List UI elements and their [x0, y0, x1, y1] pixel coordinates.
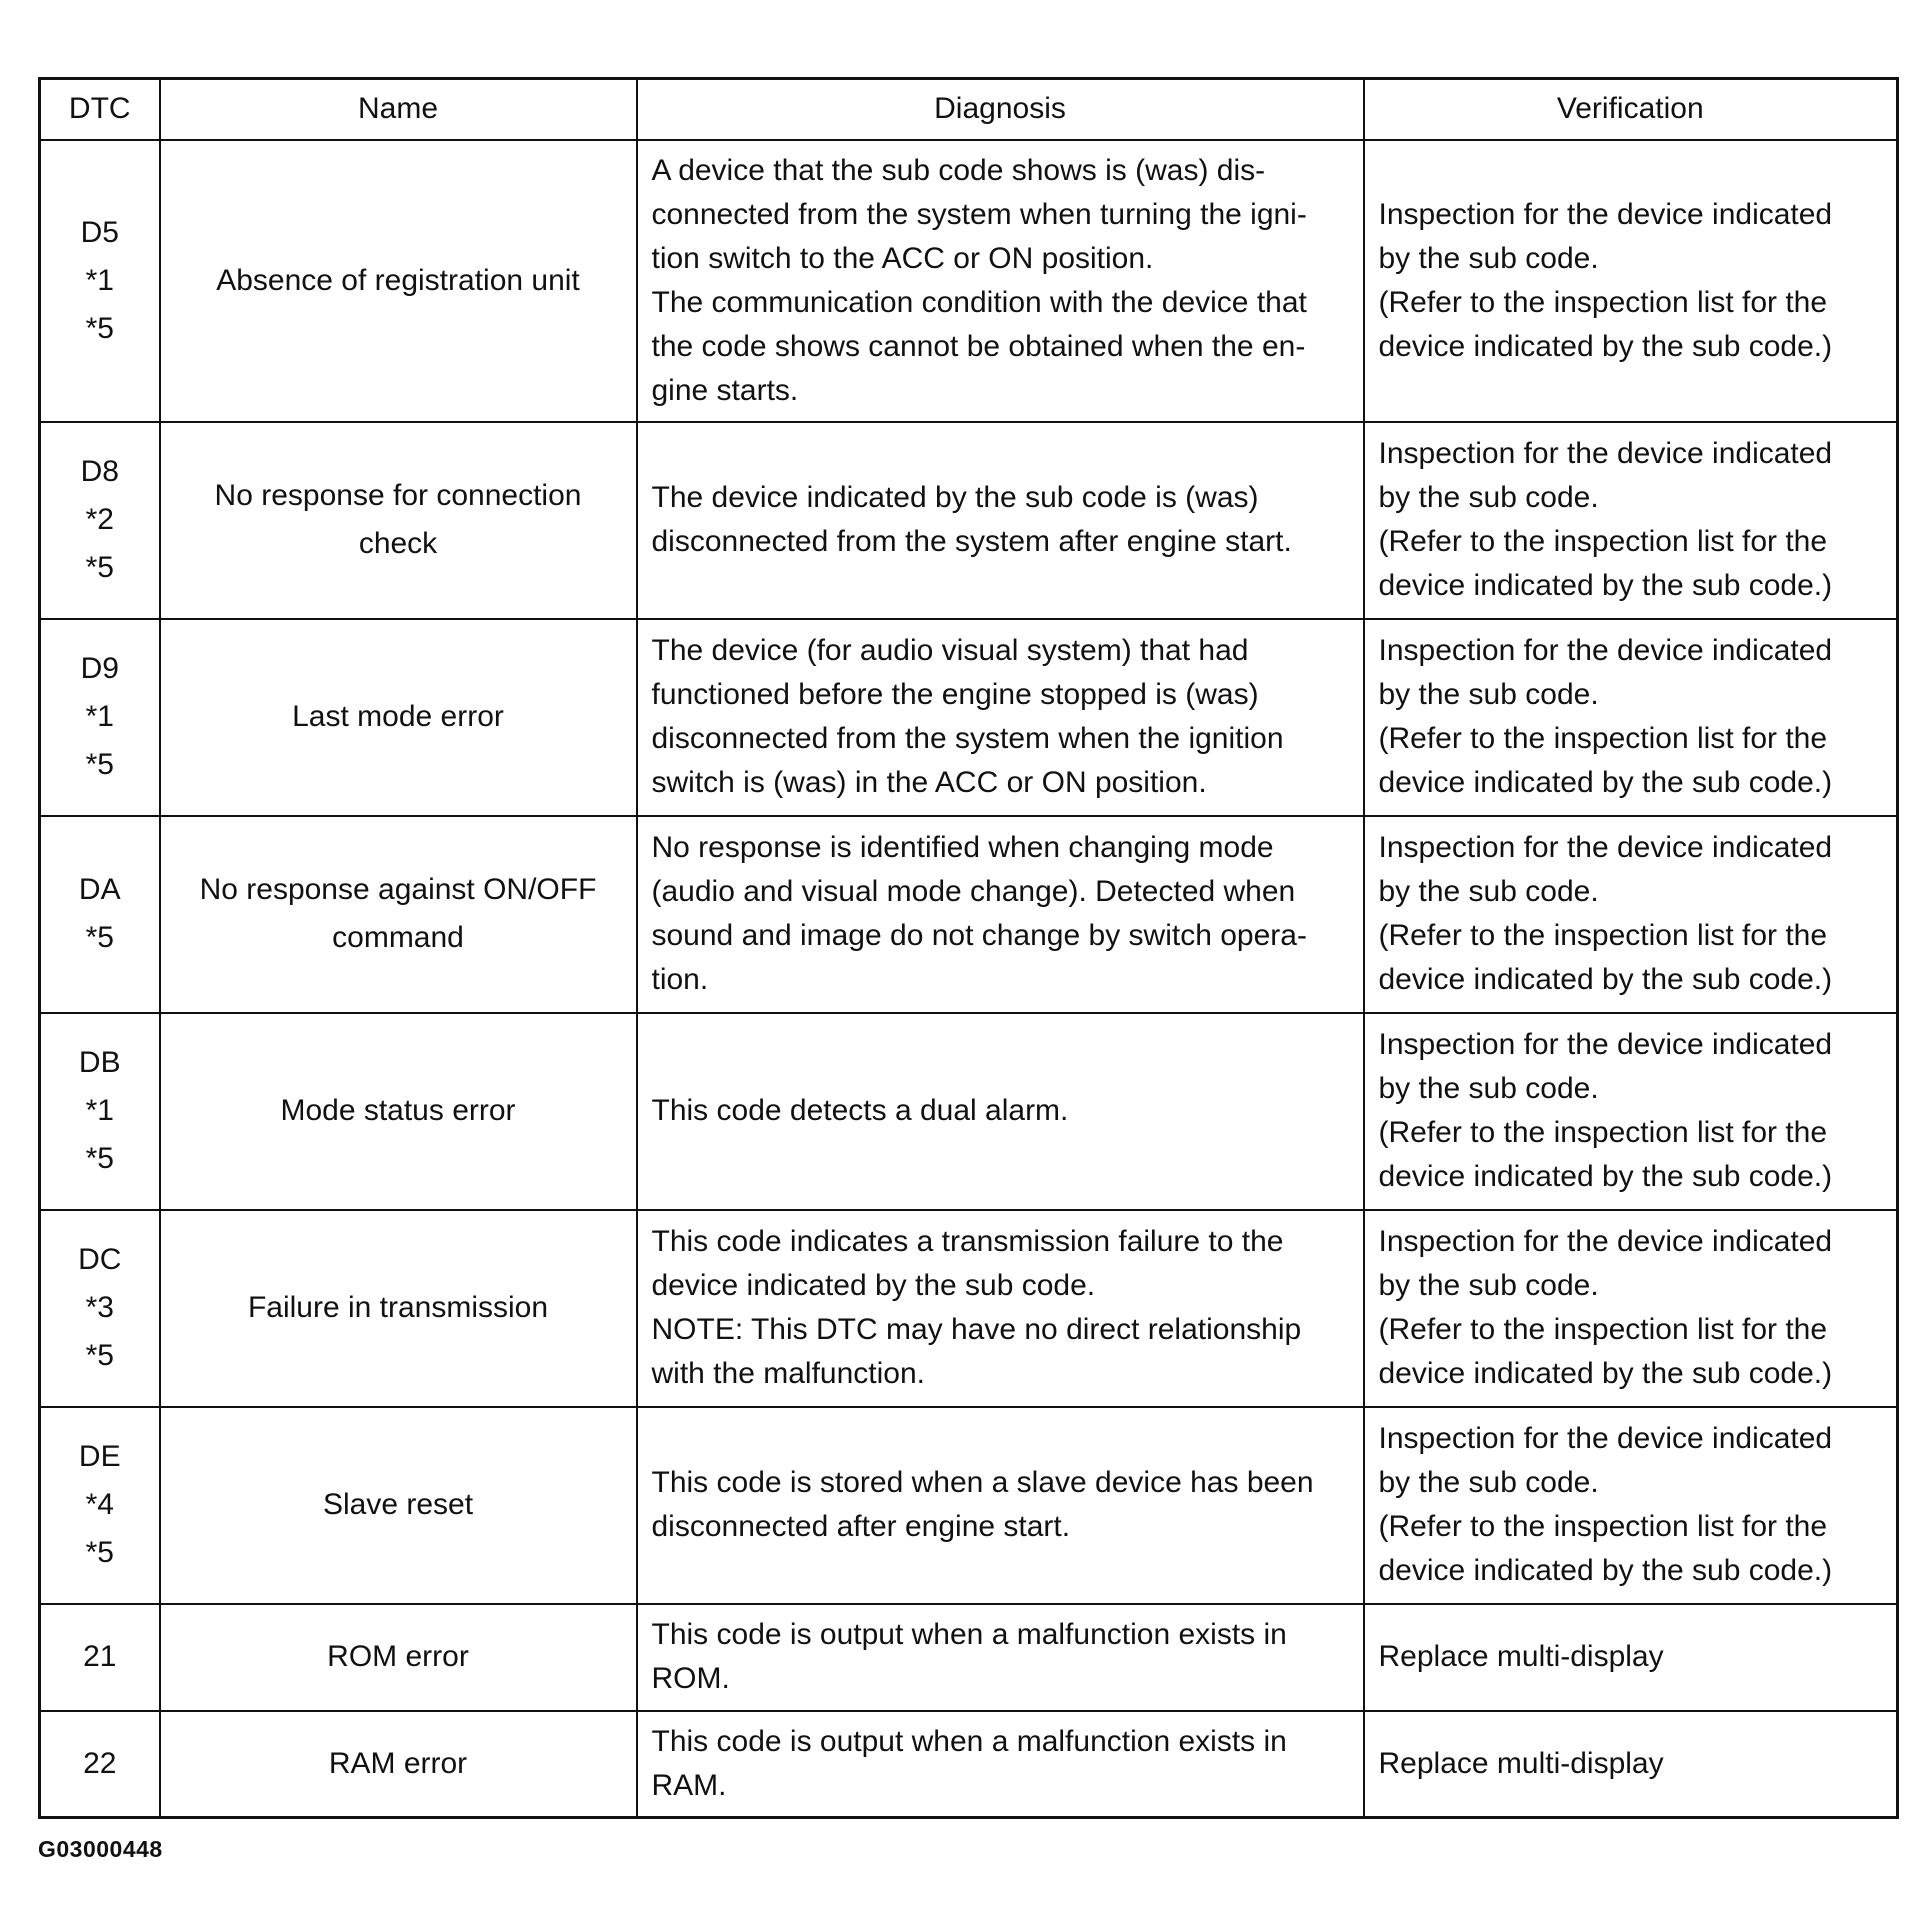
verification-cell-line: (Refer to the inspection list for the: [1378, 285, 1828, 319]
diagnosis-cell-line: the code shows cannot be obtained when the en-: [651, 329, 1306, 363]
dtc-cell: [40, 140, 160, 422]
verification-cell-line: device indicated by the sub code.): [1378, 1554, 1833, 1587]
dtc-cell-line: *5: [85, 1142, 114, 1175]
verification-cell-line: (Refer to the inspection list for the: [1378, 525, 1828, 558]
name-cell-line: Absence of registration unit: [216, 263, 580, 297]
table-row: [40, 816, 1898, 1013]
header-verification: Verification: [1364, 79, 1898, 140]
verification-cell-line: by the sub code.: [1378, 1269, 1599, 1302]
dtc-cell-line: *3: [85, 1291, 114, 1324]
header-diagnosis: Diagnosis: [637, 79, 1364, 140]
verification-cell-line: Inspection for the device indicated: [1378, 1028, 1833, 1061]
diagnosis-cell-line: tion.: [651, 963, 709, 996]
dtc-cell-line: DB: [78, 1046, 121, 1079]
diagnosis-cell-line: NOTE: This DTC may have no direct relationship: [651, 1313, 1302, 1346]
verification-cell-line: device indicated by the sub code.): [1378, 766, 1833, 799]
table-row: [40, 1210, 1898, 1407]
dtc-cell: [40, 422, 160, 619]
diagnosis-cell-line: connected from the system when turning the igni-: [651, 197, 1307, 231]
verification-cell-line: Inspection for the device indicated: [1378, 634, 1833, 667]
diagnosis-cell: [637, 1407, 1364, 1604]
verification-cell-line: (Refer to the inspection list for the: [1378, 1510, 1828, 1543]
diagnosis-cell-line: disconnected from the system after engine start.: [651, 525, 1292, 558]
dtc-cell-line: DA: [78, 873, 121, 906]
dtc-cell-line: *4: [85, 1488, 114, 1521]
diagnosis-cell-line: No response is identified when changing mode: [651, 831, 1274, 864]
verification-cell-line: by the sub code.: [1378, 1466, 1599, 1499]
dtc-cell-line: *1: [85, 263, 114, 297]
verification-cell-line: by the sub code.: [1378, 241, 1599, 275]
diagnosis-cell-line: ROM.: [651, 1662, 730, 1695]
diagnosis-cell: [637, 422, 1364, 619]
diagnosis-cell: [637, 816, 1364, 1013]
verification-cell: [1364, 816, 1898, 1013]
dtc-cell-line: *5: [85, 921, 114, 954]
dtc-cell-line: D8: [80, 455, 119, 488]
verification-cell-line: by the sub code.: [1378, 678, 1599, 711]
diagnosis-cell-line: This code indicates a transmission failure to the: [651, 1225, 1284, 1258]
diagnosis-cell-line: The device (for audio visual system) that had: [651, 634, 1249, 667]
name-cell-line: Slave reset: [322, 1488, 474, 1521]
dtc-cell-line: *2: [85, 503, 114, 536]
dtc-cell-line: 22: [83, 1746, 117, 1780]
verification-cell-line: (Refer to the inspection list for the: [1378, 1313, 1828, 1346]
verification-cell-line: Inspection for the device indicated: [1378, 437, 1833, 470]
diagnosis-cell: [637, 1604, 1364, 1711]
diagnosis-cell: [637, 140, 1364, 422]
diagnosis-cell-line: This code is stored when a slave device has been: [651, 1466, 1314, 1499]
dtc-cell-line: 21: [83, 1640, 117, 1673]
dtc-cell: [40, 1711, 160, 1818]
dtc-cell: [40, 1604, 160, 1711]
verification-cell-line: (Refer to the inspection list for the: [1378, 722, 1828, 755]
header-name: Name: [160, 79, 637, 140]
name-cell: [160, 1210, 637, 1407]
verification-cell-line: Inspection for the device indicated: [1378, 1225, 1833, 1258]
diagnosis-cell-line: This code detects a dual alarm.: [651, 1094, 1069, 1127]
name-cell: [160, 816, 637, 1013]
verification-cell-line: by the sub code.: [1378, 1072, 1599, 1105]
verification-cell: [1364, 1711, 1898, 1818]
dtc-cell-line: *1: [85, 700, 114, 733]
name-cell-line: ROM error: [327, 1640, 469, 1673]
verification-cell-line: (Refer to the inspection list for the: [1378, 1116, 1828, 1149]
dtc-table: [38, 77, 1899, 1819]
verification-cell-line: Replace multi-display: [1378, 1640, 1664, 1673]
name-cell: [160, 1407, 637, 1604]
verification-cell: [1364, 140, 1898, 422]
table-row: [40, 1604, 1898, 1711]
table-row: [40, 140, 1898, 422]
diagnosis-cell-line: disconnected from the system when the ignition: [651, 722, 1284, 755]
name-cell-line: check: [358, 527, 438, 560]
verification-cell: [1364, 619, 1898, 816]
verification-cell-line: by the sub code.: [1378, 875, 1599, 908]
diagnosis-cell-line: sound and image do not change by switch opera-: [651, 919, 1307, 952]
dtc-cell-line: DC: [78, 1243, 122, 1276]
verification-cell: [1364, 1210, 1898, 1407]
verification-cell: [1364, 1604, 1898, 1711]
diagnosis-cell: [637, 1711, 1364, 1818]
diagnosis-cell-line: functioned before the engine stopped is (was): [651, 678, 1259, 711]
dtc-cell-line: D9: [80, 652, 119, 685]
name-cell: [160, 619, 637, 816]
dtc-cell: [40, 1013, 160, 1210]
table-row: [40, 619, 1898, 816]
dtc-cell: [40, 1210, 160, 1407]
verification-cell: [1364, 1013, 1898, 1210]
dtc-cell-line: *5: [85, 748, 114, 781]
diagnosis-cell-line: device indicated by the sub code.: [651, 1269, 1096, 1302]
verification-cell-line: (Refer to the inspection list for the: [1378, 919, 1828, 952]
verification-cell-line: Inspection for the device indicated: [1378, 1422, 1833, 1455]
table-header-row: [40, 79, 1898, 140]
name-cell-line: RAM error: [328, 1746, 468, 1780]
name-cell: [160, 422, 637, 619]
diagnosis-cell-line: (audio and visual mode change). Detected when: [651, 875, 1296, 908]
diagnosis-cell-line: A device that the sub code shows is (was) dis-: [651, 153, 1266, 187]
table-row: [40, 1407, 1898, 1604]
table-row: [40, 1013, 1898, 1210]
name-cell-line: Mode status error: [280, 1094, 516, 1127]
verification-cell: [1364, 1407, 1898, 1604]
figure-id: G03000448: [38, 1836, 163, 1862]
diagnosis-cell-line: switch is (was) in the ACC or ON position.: [651, 766, 1207, 799]
diagnosis-cell-line: The device indicated by the sub code is (was): [651, 481, 1259, 514]
dtc-cell: [40, 619, 160, 816]
dtc-cell-line: *5: [85, 1536, 114, 1569]
verification-cell-line: device indicated by the sub code.): [1378, 569, 1833, 602]
dtc-cell-line: *5: [85, 551, 114, 584]
name-cell: [160, 1604, 637, 1711]
diagnosis-cell-line: disconnected after engine start.: [651, 1510, 1071, 1543]
name-cell: [160, 1711, 637, 1818]
diagnosis-cell-line: This code is output when a malfunction exists in: [651, 1724, 1287, 1758]
diagnosis-cell-line: The communication condition with the device that: [651, 285, 1307, 319]
verification-cell-line: by the sub code.: [1378, 481, 1599, 514]
diagnosis-cell-line: tion switch to the ACC or ON position.: [651, 241, 1154, 275]
name-cell-line: command: [332, 921, 464, 954]
diagnosis-cell: [637, 1013, 1364, 1210]
diagnosis-cell: [637, 619, 1364, 816]
diagnosis-cell-line: RAM.: [651, 1768, 727, 1802]
table-row: [40, 1711, 1898, 1818]
verification-cell: [1364, 422, 1898, 619]
verification-cell-line: Inspection for the device indicated: [1378, 831, 1833, 864]
table-row: [40, 422, 1898, 619]
name-cell-line: Failure in transmission: [247, 1291, 549, 1324]
verification-cell-line: Inspection for the device indicated: [1378, 197, 1833, 231]
name-cell: [160, 140, 637, 422]
table-body: [40, 140, 1898, 1818]
diagnosis-cell-line: This code is output when a malfunction exists in: [651, 1618, 1287, 1651]
dtc-cell-line: *1: [85, 1094, 114, 1127]
dtc-cell-line: DE: [78, 1440, 121, 1473]
name-cell-line: Last mode error: [292, 700, 504, 733]
name-cell-line: No response against ON/OFF: [199, 873, 597, 906]
verification-cell-line: device indicated by the sub code.): [1378, 1160, 1833, 1193]
verification-cell-line: device indicated by the sub code.): [1378, 963, 1833, 996]
diagnosis-cell-line: gine starts.: [651, 373, 799, 407]
dtc-cell-line: *5: [85, 1339, 114, 1372]
verification-cell-line: device indicated by the sub code.): [1378, 1357, 1833, 1390]
name-cell: [160, 1013, 637, 1210]
dtc-cell: [40, 816, 160, 1013]
dtc-cell-line: *5: [85, 311, 114, 345]
dtc-cell-line: D5: [80, 215, 119, 249]
header-dtc: DTC: [40, 79, 160, 140]
name-cell-line: No response for connection: [214, 479, 582, 512]
verification-cell-line: device indicated by the sub code.): [1378, 329, 1833, 363]
diagnosis-cell-line: with the malfunction.: [651, 1357, 925, 1390]
diagnosis-cell: [637, 1210, 1364, 1407]
dtc-cell: [40, 1407, 160, 1604]
verification-cell-line: Replace multi-display: [1378, 1746, 1664, 1780]
